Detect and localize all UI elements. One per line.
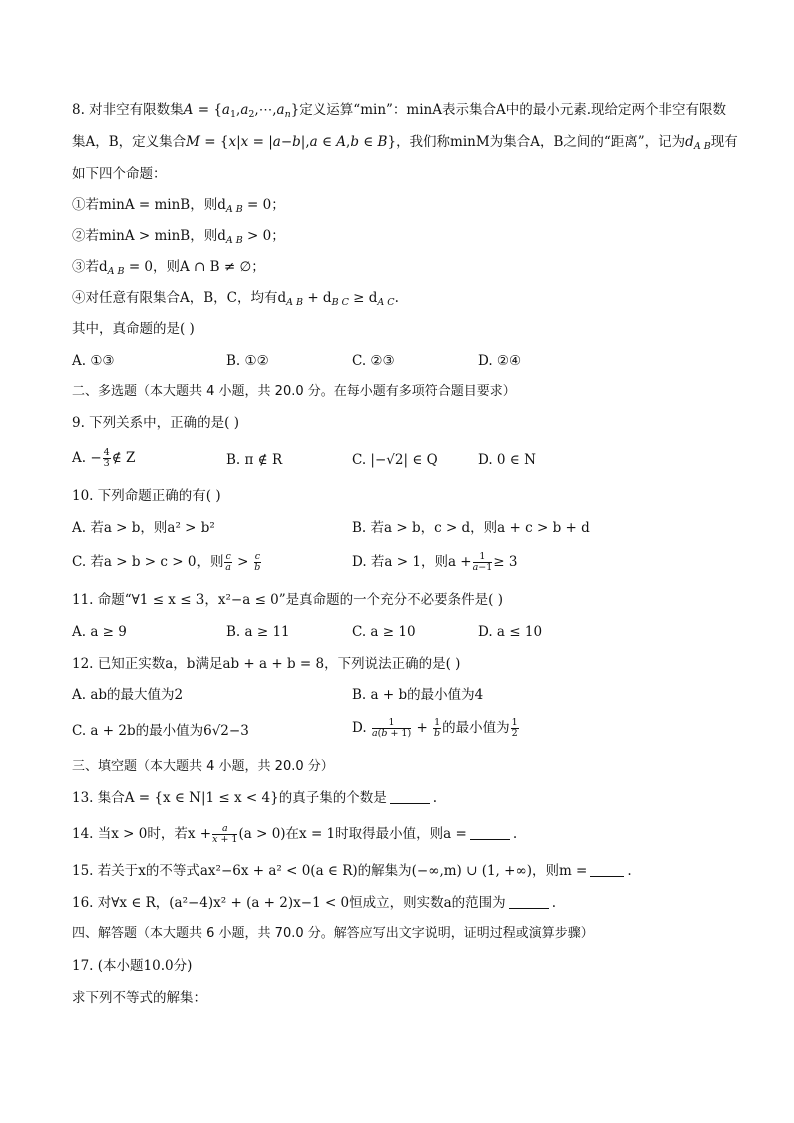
q12-option-d-text: 的最小值为 bbox=[442, 720, 510, 736]
q12-option-a[interactable]: A. ab的最大值为2 bbox=[72, 687, 184, 703]
q9-option-c[interactable]: C. |−√2| ∈ Q bbox=[352, 452, 438, 468]
q8-p2-end: > 0； bbox=[242, 228, 285, 244]
q8-p3-text-b: = 0，则A ∩ B ≠ ∅； bbox=[124, 259, 265, 275]
q12-stem: 12. 已知正实数a，b满足ab + a + b = 8，下列说法正确的是( ) bbox=[72, 656, 461, 672]
fraction-1-over-a-b-plus-1: $\frac{1}{a(b + 1)}$ bbox=[371, 717, 412, 739]
fraction-c-over-b: $\frac{c}{b}$ bbox=[254, 551, 261, 573]
q8-line2-text-a: 集A，B，定义集合 bbox=[72, 134, 187, 150]
q11-option-a[interactable]: A. a ≥ 9 bbox=[72, 624, 127, 640]
q8-option-d[interactable]: D. ②④ bbox=[478, 353, 522, 369]
q16-end: . bbox=[551, 895, 556, 911]
fraction-numerator: 4 bbox=[103, 447, 110, 458]
q12-option-d[interactable]: D. $\frac{1}{a(b + 1)}$ + $\frac{1}{b}$ 的最小值为 $\frac{1}{2}$ bbox=[352, 717, 518, 739]
q15-text: 15. 若关于x的不等式ax²−6x + a² < 0(a ∈ R)的解集为(−∞,m) ∪ (1, +∞)，则m = bbox=[72, 863, 588, 879]
q8-p4-text-a: ④对任意有限集合A，B，C，均有d bbox=[72, 290, 287, 306]
q11-option-b[interactable]: B. a ≥ 11 bbox=[226, 624, 290, 640]
q8-line2-text-c: 现有 bbox=[710, 134, 738, 150]
fraction-c-over-a: $\frac{c}{a}$ bbox=[225, 551, 231, 573]
q16 bbox=[72, 893, 556, 913]
fraction-a-over-x-plus-1: $\frac{a}{x + 1}$ bbox=[212, 823, 238, 845]
q9-option-b[interactable]: B. π ∉ R bbox=[226, 452, 283, 468]
q15-end: . bbox=[627, 863, 632, 879]
q12-option-d-label: D. bbox=[352, 720, 367, 736]
q12-option-c[interactable]: C. a + 2b的最小值为6√2−3 bbox=[72, 723, 249, 739]
q15 bbox=[72, 861, 632, 881]
q10-stem: 10. 下列命题正确的有( ) bbox=[72, 488, 221, 504]
q13-text: 13. 集合A = {x ∈ N|1 ≤ x < 4}的真子集的个数是 bbox=[72, 790, 387, 806]
q8-option-c[interactable]: C. ②③ bbox=[352, 353, 395, 369]
q17-body: 求下列不等式的解集： bbox=[72, 990, 207, 1006]
section-4-heading: 四、解答题（本大题共 6 小题，共 70.0 分。解答应写出文字说明，证明过程或演算步骤） bbox=[72, 926, 594, 941]
q8-p1-text: ①若minA = minB，则d bbox=[72, 197, 226, 213]
q14 bbox=[72, 824, 517, 845]
q8-proposition-4: ④对任意有限集合A，B，C，均有$d_{A B} + d_{B C} \ge d_{A C}$. bbox=[72, 290, 399, 308]
q10-option-d[interactable] bbox=[352, 552, 518, 573]
q16-answer-blank[interactable] bbox=[509, 896, 549, 909]
fraction-1-over-2: $\frac{1}{2}$ bbox=[511, 717, 518, 739]
fraction-1-over-b: $\frac{1}{b}$ bbox=[434, 717, 441, 739]
q8-ask: 其中，真命题的是( ) bbox=[72, 321, 195, 337]
q10-option-d-text: D. 若a > 1，则a + bbox=[352, 554, 472, 570]
q11-option-c[interactable]: C. a ≥ 10 bbox=[352, 624, 416, 640]
q9-stem: 9. 下列关系中，正确的是( ) bbox=[72, 415, 239, 431]
q8-proposition-1: ①若minA = minB，则$d_{A B} = 0$； bbox=[72, 197, 285, 215]
q8-line2-text-b: ，我们称minM为集合A，B之间的“距离”，记为 bbox=[396, 134, 686, 150]
q15-answer-blank[interactable] bbox=[590, 864, 624, 877]
q8-line1: 8. 对非空有限数集$A = \{a_1,a_2,\cdots,a_n\}$定义运算“min”：minA表示集合A中的最小元素.现给定两个非空有限数 bbox=[72, 102, 727, 120]
section-2-heading: 二、多选题（本大题共 4 小题，共 20.0 分。在每小题有多项符合题目要求） bbox=[72, 384, 516, 399]
q8-p4-text-b: + d bbox=[303, 290, 332, 306]
q8-proposition-3: ③若$d_{A B} = 0$，则A ∩ B ≠ ∅； bbox=[72, 259, 265, 277]
fraction-1-over-a-minus-1: $\frac{1}{a-1}$ bbox=[472, 551, 493, 573]
q17-heading: 17. (本小题10.0分) bbox=[72, 958, 193, 974]
q10-option-c[interactable]: C. 若a > b > c > 0，则 $\frac{c}{a}$ > $\frac{c}{b}$ bbox=[72, 551, 261, 573]
q8-option-b[interactable]: B. ①② bbox=[226, 353, 269, 369]
q8-option-a[interactable]: A. ①③ bbox=[72, 353, 115, 369]
q8-proposition-2: ②若minA > minB，则$d_{A B} > 0$； bbox=[72, 228, 285, 246]
q14-text-a: 14. 当x > 0时，若x + bbox=[72, 826, 212, 842]
q8-p1-end: = 0； bbox=[242, 197, 285, 213]
q14-answer-blank[interactable] bbox=[470, 827, 510, 840]
q10-option-c-text: C. 若a > b > c > 0，则 bbox=[72, 554, 224, 570]
q13-end: . bbox=[432, 790, 438, 806]
q13-answer-blank[interactable] bbox=[390, 791, 430, 804]
fraction-denominator: 3 bbox=[103, 458, 110, 469]
section-3-heading: 三、填空题（本大题共 4 小题，共 20.0 分） bbox=[72, 759, 334, 774]
q8-p2-text: ②若minA > minB，则d bbox=[72, 228, 226, 244]
q8-line1-text-a: 8. 对非空有限数集 bbox=[72, 102, 184, 118]
fraction-4-3 bbox=[103, 448, 111, 469]
q13 bbox=[72, 788, 437, 808]
q10-option-b[interactable]: B. 若a > b，c > d，则a + c > b + d bbox=[352, 520, 590, 536]
q9-option-a-suffix: ∉ Z bbox=[111, 450, 136, 466]
q11-option-d[interactable]: D. a ≤ 10 bbox=[478, 624, 543, 640]
q16-text: 16. 对∀x ∈ R，(a²−4)x² + (a + 2)x−1 < 0恒成立，则实数a的范围为 bbox=[72, 895, 506, 911]
q10-option-d-suffix: ≥ 3 bbox=[493, 554, 518, 570]
q9-option-a-prefix: A. − bbox=[72, 450, 102, 466]
q8-p4-text-c: ≥ d bbox=[348, 290, 378, 306]
q14-text-b: (a > 0)在x = 1时取得最小值，则a = bbox=[238, 826, 467, 842]
q14-end: . bbox=[512, 826, 518, 842]
q8-line1-text-b: 定义运算“min”：minA表示集合A中的最小元素.现给定两个非空有限数 bbox=[299, 102, 727, 118]
q9-option-a[interactable] bbox=[72, 448, 135, 469]
q11-stem: 11. 命题“∀1 ≤ x ≤ 3，x²−a ≤ 0”是真命题的一个充分不必要条件是( ) bbox=[72, 592, 503, 608]
q12-option-b[interactable]: B. a + b的最小值为4 bbox=[352, 687, 484, 703]
q8-p3-text-a: ③若d bbox=[72, 259, 108, 275]
q10-option-a[interactable]: A. 若a > b，则a² > b² bbox=[72, 520, 215, 536]
q9-option-d[interactable]: D. 0 ∈ N bbox=[478, 452, 536, 468]
q8-line2: 集A，B，定义集合M = {x|x = |a−b|,a ∈ A,b ∈ B}，我们称minM为集合A，B之间的“距离”，记为$d_{A B}$现有 bbox=[72, 134, 738, 152]
q8-line3: 如下四个命题： bbox=[72, 166, 167, 182]
q8-p4-text-d: . bbox=[394, 290, 399, 306]
